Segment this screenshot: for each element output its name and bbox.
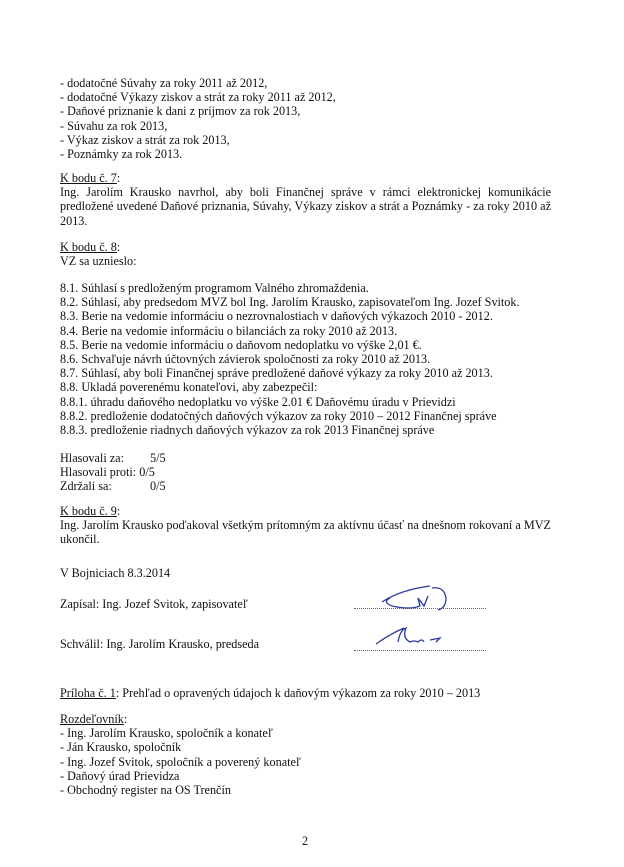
list-item: - Výkaz ziskov a strát za rok 2013, xyxy=(60,132,230,147)
attachment-label: Príloha č. 1 xyxy=(60,686,116,700)
list-item: - dodatočné Súvahy za roky 2011 až 2012, xyxy=(60,76,268,90)
point-9-text: Ing. Jarolím Krausko poďakoval všetkým prítomným za aktívnu účasť na dnešnom rokovaní a MVZ ukončil. xyxy=(60,518,551,547)
point-9-section xyxy=(60,504,551,547)
distribution-heading: Rozdeľovník: xyxy=(60,712,128,726)
resolution-item: 8.5. Berie na vedomie informáciu o daňovom nedoplatku vo výške 2,01 €. xyxy=(60,337,422,352)
distribution-item: - Obchodný register na OS Trenčín xyxy=(60,782,231,797)
point-7-section xyxy=(60,171,551,228)
attachment-note: Príloha č. 1: Prehľad o opravených údajoch k daňovým výkazom za roky 2010 – 2013 xyxy=(60,686,481,700)
resolution-item: 8.1. Súhlasí s predloženým programom Valného zhromaždenia. xyxy=(60,281,369,295)
vote-results xyxy=(60,451,166,494)
recorder-signature-icon xyxy=(380,584,460,612)
resolution-item: 8.8.2. predloženie dodatočných daňových výkazov za roky 2010 – 2012 Finančnej správe xyxy=(60,408,497,423)
vote-row-for: Hlasovali za: 5/5 xyxy=(60,451,166,465)
resolution-item: 8.8.3. predloženie riadnych daňových výkazov za rok 2013 Finančnej správe xyxy=(60,422,435,437)
recorder-label: Zapísal: Ing. Jozef Svitok, zapisovateľ xyxy=(60,597,248,611)
place-date: V Bojniciach 8.3.2014 xyxy=(60,566,171,580)
list-item: - Súvahu za rok 2013, xyxy=(60,118,168,133)
resolution-list xyxy=(60,281,520,437)
distribution-item: - Ing. Jarolím Krausko, spoločník a konateľ xyxy=(60,726,273,741)
distribution-item: - Ján Krausko, spoločník xyxy=(60,740,182,755)
point-9-heading: K bodu č. 9: xyxy=(60,504,121,518)
resolution-item: 8.6. Schvaľuje návrh účtovných závierok spoločnosti za roky 2010 až 2013. xyxy=(60,351,431,366)
distribution-item: - Daňový úrad Prievidza xyxy=(60,768,180,783)
submitted-documents-list xyxy=(60,76,336,161)
distribution-item: - Ing. Jozef Svitok, spoločník a poverený konateľ xyxy=(60,754,301,769)
point-8-heading: K bodu č. 8: xyxy=(60,240,121,254)
point-7-text: Ing. Jarolím Krausko navrhol, aby boli Finančnej správe v rámci elektronickej komunikácie predložené uvedené Daňové priznania, Súvahy, Výkazy ziskov a strát a Poznámky - za roky 2010 až 2013. xyxy=(60,185,551,228)
resolution-item: 8.8.1. úhradu daňového nedoplatku vo výške 2.01 € Daňovému úradu v Prievidzi xyxy=(60,394,456,409)
list-item: - dodatočné Výkazy ziskov a strát za roky 2011 až 2012, xyxy=(60,90,336,105)
vote-row-against: Hlasovali proti: 0/5 xyxy=(60,465,155,480)
resolution-item: 8.4. Berie na vedomie informáciu o bilanciách za roky 2010 až 2013. xyxy=(60,323,398,338)
resolution-item: 8.3. Berie na vedomie informáciu o nezrovnalostiach v daňových výkazoch 2010 - 2012. xyxy=(60,309,493,324)
approver-signature-icon xyxy=(374,622,454,650)
distribution-list xyxy=(60,712,301,797)
list-item: - Daňové priznanie k dani z príjmov za rok 2013, xyxy=(60,104,301,119)
attachment-text: Prehľad o opravených údajoch k daňovým výkazom za roky 2010 – 2013 xyxy=(119,686,481,700)
point-8-intro: VZ sa uznieslo: xyxy=(60,254,137,269)
page-number: 2 xyxy=(302,834,309,848)
vote-row-abstain: Zdržali sa: 0/5 xyxy=(60,479,166,494)
list-item: - Poznámky za rok 2013. xyxy=(60,146,183,161)
resolution-item: 8.8. Ukladá poverenému konateľovi, aby zabezpečil: xyxy=(60,380,318,395)
resolution-item: 8.2. Súhlasí, aby predsedom MVZ bol Ing. Jarolím Krausko, zapisovateľom Ing. Jozef Svitok. xyxy=(60,295,520,310)
resolution-item: 8.7. Súhlasí, aby boli Finančnej správe predložené daňové výkazy za roky 2010 až 2013. xyxy=(60,366,493,381)
point-7-heading: K bodu č. 7: xyxy=(60,171,121,185)
approver-label: Schválil: Ing. Jarolím Krausko, predseda xyxy=(60,637,260,651)
point-8-section xyxy=(60,240,137,268)
approver-signature-line xyxy=(354,650,486,651)
